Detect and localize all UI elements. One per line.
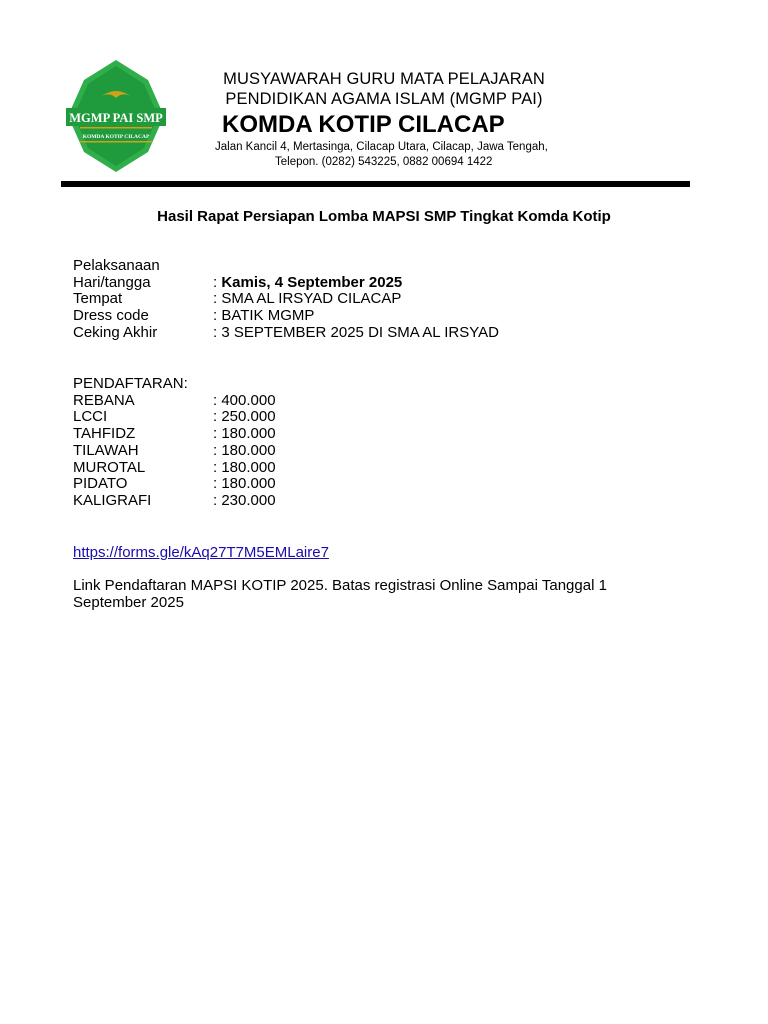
- pelaksanaan-section: [73, 258, 499, 342]
- fee-value: : 180.000: [213, 475, 276, 493]
- org-address: Jalan Kancil 4, Mertasinga, Cilacap Utara, Cilacap, Jawa Tengah,: [215, 141, 548, 153]
- fee-label: KALIGRAFI: [73, 491, 152, 509]
- detail-row: [73, 275, 499, 292]
- logo-subtext: KOMDA KOTIP CILACAP: [82, 134, 150, 140]
- registration-link[interactable]: https://forms.gle/kAq27T7M5EMLaire7: [73, 544, 329, 561]
- fee-row: [73, 493, 276, 510]
- fee-row: [73, 443, 276, 460]
- fee-value: : 180.000: [213, 425, 276, 443]
- fee-value: : 230.000: [213, 491, 276, 509]
- pendaftaran-section: [73, 376, 276, 510]
- pendaftaran-heading: PENDAFTARAN:: [73, 375, 188, 392]
- fee-row: [73, 426, 276, 443]
- detail-label: Hari/tangga: [73, 273, 151, 291]
- org-phone: Telepon. (0282) 543225, 0882 00694 1422: [275, 156, 493, 168]
- pelaksanaan-heading: Pelaksanaan: [73, 257, 160, 274]
- detail-value: : 3 SEPTEMBER 2025 DI SMA AL IRSYAD: [213, 323, 499, 341]
- fee-label: TILAWAH: [73, 441, 139, 459]
- document-title: Hasil Rapat Persiapan Lomba MAPSI SMP Tingkat Komda Kotip: [157, 208, 611, 225]
- fee-row: [73, 393, 276, 410]
- fee-value: : 400.000: [213, 391, 276, 409]
- fee-value: : 250.000: [213, 408, 276, 426]
- fee-label: MUROTAL: [73, 458, 146, 476]
- registration-note: Link Pendaftaran MAPSI KOTIP 2025. Batas registrasi Online Sampai Tanggal 1 September 2025: [73, 577, 607, 611]
- detail-row: [73, 291, 499, 308]
- detail-label: Ceking Akhir: [73, 323, 158, 341]
- detail-row: [73, 308, 499, 325]
- fee-row: [73, 476, 276, 493]
- fee-label: TAHFIDZ: [73, 425, 136, 443]
- fee-label: PIDATO: [73, 475, 128, 493]
- org-title: KOMDA KOTIP CILACAP: [222, 111, 505, 138]
- fee-label: REBANA: [73, 391, 135, 409]
- detail-label: Tempat: [73, 290, 123, 308]
- detail-value: : BATIK MGMP: [213, 307, 315, 325]
- date-value: Kamis, 4 September 2025: [221, 273, 403, 291]
- detail-value: : Kamis, 4 September 2025: [213, 273, 403, 291]
- mgmp-logo: [66, 58, 166, 174]
- org-name-line2: PENDIDIKAN AGAMA ISLAM (MGMP PAI): [225, 90, 543, 108]
- fee-row: [73, 409, 276, 426]
- fee-value: : 180.000: [213, 441, 276, 459]
- header-divider: [61, 181, 690, 187]
- fee-value: : 180.000: [213, 458, 276, 476]
- fee-label: LCCI: [73, 408, 108, 426]
- detail-row: [73, 325, 499, 342]
- fee-row: [73, 460, 276, 477]
- logo-text: MGMP PAI SMP: [69, 111, 163, 125]
- org-name-line1: MUSYAWARAH GURU MATA PELAJARAN: [223, 70, 545, 88]
- detail-value: : SMA AL IRSYAD CILACAP: [213, 290, 402, 308]
- detail-label: Dress code: [73, 307, 149, 325]
